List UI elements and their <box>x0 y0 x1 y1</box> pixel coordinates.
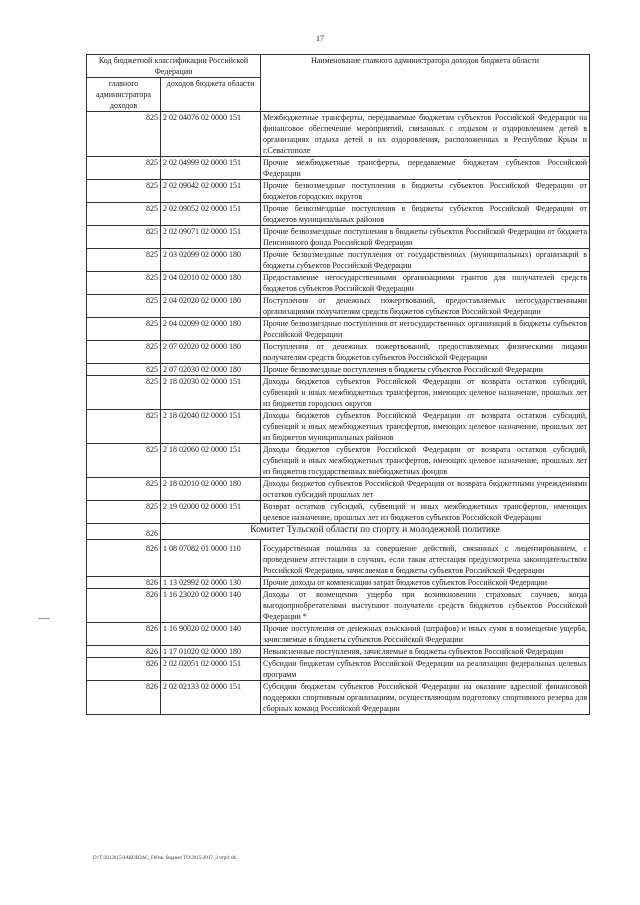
admin-code-cell: 825 <box>87 180 161 203</box>
income-name-cell: Прочие межбюджетные трансферты, передаваемые бюджетам субъектов Российской Федерации <box>261 157 590 180</box>
admin-code-cell: 825 <box>87 444 161 478</box>
income-code-cell: 2 02 09052 02 0000 151 <box>161 203 261 226</box>
table-row <box>87 646 590 658</box>
admin-code-cell: 826 <box>87 681 161 715</box>
admin-code-cell: 825 <box>87 341 161 364</box>
income-code-cell: 2 18 02010 02 0000 180 <box>161 478 261 501</box>
admin-code-cell: 825 <box>87 478 161 501</box>
income-code-cell: 2 03 02099 02 0000 180 <box>161 249 261 272</box>
admin-code-cell: 825 <box>87 112 161 157</box>
income-code-cell: 2 04 02099 02 0000 180 <box>161 318 261 341</box>
table-row <box>87 226 590 249</box>
income-name-cell: Государственная пошлина за совершение действий, связанных с лицензированием, с проведением аттестации в случаях, если такая аттестация предусмотрена законодательством Российской Федерации, зачисляемая в бюджеты субъектов Российской Федерации <box>261 540 590 577</box>
income-code-cell: 2 02 09042 02 0000 151 <box>161 180 261 203</box>
income-code-cell: 2 02 02051 02 0000 151 <box>161 658 261 681</box>
income-code-cell: 2 18 02040 02 0000 151 <box>161 410 261 444</box>
table-row <box>87 478 590 501</box>
header-admin: главного администратора доходов <box>87 78 161 112</box>
income-name-cell: Прочие доходы от компенсации затрат бюджетов субъектов Российской Федерации <box>261 577 590 589</box>
income-code-cell: 1 16 90020 02 0000 140 <box>161 623 261 646</box>
table-row <box>87 112 590 157</box>
income-name-cell: Доходы бюджетов субъектов Российской Федерации от возврата остатков субсидий, субвенций и иных межбюджетных трансфертов, имеющих целевое назначение, прошлых лет из бюджетов муниципальных районов <box>261 410 590 444</box>
income-code-cell: 2 19 02000 02 0000 151 <box>161 501 261 524</box>
margin-mark <box>38 618 50 619</box>
table-row <box>87 658 590 681</box>
table-row <box>87 681 590 715</box>
admin-code-cell: 826 <box>87 658 161 681</box>
admin-code-cell: 825 <box>87 203 161 226</box>
income-name-cell: Межбюджетные трансферты, передаваемые бюджетам субъектов Российской Федерации на финансовое обеспечение мероприятий, связанных с отдыхом и оздоровлением детей в организациях отдыха детей и их оздоровления, расположенных в Республике Крым и г.Севастополе <box>261 112 590 157</box>
income-code-cell: 2 07 02020 02 0000 180 <box>161 341 261 364</box>
admin-code-cell: 826 <box>87 577 161 589</box>
table-row <box>87 376 590 410</box>
income-name-cell: Прочие безвозмездные поступления в бюджеты субъектов Российской Федерации от бюджетов городских округов <box>261 180 590 203</box>
table-row <box>87 249 590 272</box>
income-name-cell: Доходы бюджетов субъектов Российской Федерации от возврата остатков субсидий, субвенций и иных межбюджетных трансфертов, имеющих целевое назначение, прошлых лет из бюджетов городских округов <box>261 376 590 410</box>
income-name-cell: Прочие безвозмездные поступления в бюджеты субъектов Российской Федерации от бюджетов муниципальных районов <box>261 203 590 226</box>
admin-code-cell: 826 <box>87 623 161 646</box>
income-name-cell: Невыясненные поступления, зачисляемые в бюджеты субъектов Российской Федерации <box>261 646 590 658</box>
income-code-cell: 1 13 02992 02 0000 130 <box>161 577 261 589</box>
income-name-cell: Поступления от денежных пожертвований, предоставляемых негосударственными организациями получателям средств бюджетов субъектов Российской Федерации <box>261 295 590 318</box>
income-code-cell: 2 02 04076 02 0000 151 <box>161 112 261 157</box>
income-code-cell: 2 02 02133 02 0000 151 <box>161 681 261 715</box>
admin-code-cell: 825 <box>87 226 161 249</box>
admin-code-cell: 825 <box>87 410 161 444</box>
income-code-cell: 2 02 09071 02 0000 151 <box>161 226 261 249</box>
table-row <box>87 272 590 295</box>
admin-code-cell: 825 <box>87 157 161 180</box>
admin-code-cell: 825 <box>87 295 161 318</box>
header-code-group: Код бюджетной классификации Российской Федерации <box>87 55 261 78</box>
file-path-footer: D:\Т\2012015\ЗАКОН3АС_F60зк. бюджет ТО\2015-2017_3 чтрrl.slk <box>93 856 237 861</box>
income-name-cell: Предоставление негосударственными организациями грантов для получателей средств бюджетов субъектов Российской Федерации <box>261 272 590 295</box>
income-code-cell: 1 17 01020 02 0000 180 <box>161 646 261 658</box>
income-name-cell: Прочие безвозмездные поступления в бюджеты субъектов Российской Федерации <box>261 364 590 376</box>
income-name-cell: Возврат остатков субсидий, субвенций и иных межбюджетных трансфертов, имеющих целевое назначение, прошлых лет из бюджетов субъектов Российской Федерации <box>261 501 590 524</box>
admin-code-cell: 825 <box>87 501 161 524</box>
table-row <box>87 540 590 577</box>
table-row <box>87 577 590 589</box>
page-number: 17 <box>316 34 324 43</box>
table-row <box>87 410 590 444</box>
header-name: Наименование главного администратора доходов бюджета области <box>261 55 590 112</box>
income-name-cell: Поступления от денежных пожертвований, предоставляемых физическими лицами получателям средств бюджетов субъектов Российской Федерации <box>261 341 590 364</box>
income-code-cell: 2 04 02010 02 0000 180 <box>161 272 261 295</box>
income-code-cell: 2 07 02030 02 0000 180 <box>161 364 261 376</box>
income-name-cell: Доходы бюджетов субъектов Российской Федерации от возврата остатков субсидий, субвенций и иных межбюджетных трансфертов, имеющих целевое назначение, прошлых лет из бюджетов государственных внебюджетных фондов <box>261 444 590 478</box>
table-row <box>87 157 590 180</box>
section-title: Комитет Тульской области по спорту и молодежной политике <box>161 524 590 540</box>
table-row <box>87 341 590 364</box>
income-name-cell: Субсидии бюджетам субъектов Российской Федерации на реализацию федеральных целевых программ <box>261 658 590 681</box>
income-name-cell: Прочие безвозмездные поступления от негосударственных организаций в бюджеты субъектов Российской Федерации <box>261 318 590 341</box>
table-row <box>87 295 590 318</box>
income-code-cell: 2 18 02030 02 0000 151 <box>161 376 261 410</box>
income-code-cell: 2 18 02060 02 0000 151 <box>161 444 261 478</box>
income-code-cell: 1 08 07082 01 0000 110 <box>161 540 261 577</box>
revenue-table <box>86 54 590 715</box>
admin-code-cell: 825 <box>87 364 161 376</box>
table-row <box>87 623 590 646</box>
admin-code-cell: 825 <box>87 272 161 295</box>
admin-code-cell: 826 <box>87 589 161 623</box>
section-admin: 826 <box>87 524 161 540</box>
table-row <box>87 444 590 478</box>
income-name-cell: Прочие поступления от денежных взысканий (штрафов) и иных сумм в возмещение ущерба, зачисляемые в бюджеты субъектов Российской Федерации <box>261 623 590 646</box>
admin-code-cell: 826 <box>87 646 161 658</box>
admin-code-cell: 825 <box>87 318 161 341</box>
table-row <box>87 203 590 226</box>
income-code-cell: 2 02 04999 02 0000 151 <box>161 157 261 180</box>
income-name-cell: Субсидии бюджетам субъектов Российской Федерации на оказание адресной финансовой поддержки спортивным организациям, осуществляющим подготовку спортивного резерва для сборных команд Российской Федерации <box>261 681 590 715</box>
admin-code-cell: 825 <box>87 249 161 272</box>
section-row <box>87 524 590 540</box>
admin-code-cell: 825 <box>87 376 161 410</box>
income-name-cell: Доходы от возмещения ущерба при возникновении страховых случаев, когда выгодоприобретателями выступают получатели средств бюджетов субъектов Российской Федерации * <box>261 589 590 623</box>
income-name-cell: Прочие безвозмездные поступления от государственных (муниципальных) организаций в бюджеты субъектов Российской Федерации <box>261 249 590 272</box>
income-name-cell: Доходы бюджетов субъектов Российской Федерации от возврата бюджетными учреждениями остатков субсидий прошлых лет <box>261 478 590 501</box>
table-row <box>87 501 590 524</box>
header-income: доходов бюджета области <box>161 78 261 112</box>
table-row <box>87 180 590 203</box>
table-row <box>87 364 590 376</box>
income-name-cell: Прочие безвозмездные поступления в бюджеты субъектов Российской Федерации от бюджета Пенсионного фонда Российской Федерации <box>261 226 590 249</box>
income-code-cell: 1 16 23020 02 0000 140 <box>161 589 261 623</box>
income-code-cell: 2 04 02020 02 0000 180 <box>161 295 261 318</box>
table-row <box>87 589 590 623</box>
admin-code-cell: 826 <box>87 540 161 577</box>
table-row <box>87 318 590 341</box>
